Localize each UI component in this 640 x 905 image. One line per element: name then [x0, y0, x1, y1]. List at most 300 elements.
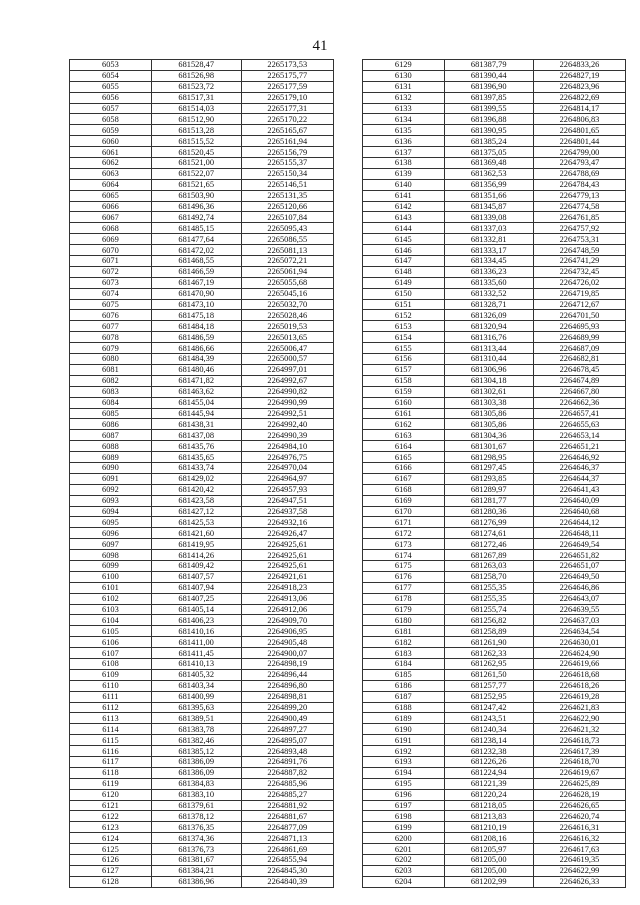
point-number-cell: 6094: [70, 506, 152, 517]
table-row: [363, 833, 626, 844]
x-coordinate-cell: 681492,74: [151, 212, 241, 223]
point-number-cell: 6159: [363, 386, 445, 397]
x-coordinate-cell: 681486,66: [151, 343, 241, 354]
table-row: [363, 179, 626, 190]
x-coordinate-cell: 681374,36: [151, 833, 241, 844]
x-coordinate-cell: 681405,14: [151, 604, 241, 615]
point-number-cell: 6054: [70, 70, 152, 81]
point-number-cell: 6063: [70, 168, 152, 179]
y-coordinate-cell: 2264840,39: [241, 876, 333, 887]
table-row: [363, 419, 626, 430]
y-coordinate-cell: 2265173,53: [241, 60, 333, 71]
point-number-cell: 6118: [70, 767, 152, 778]
point-number-cell: 6071: [70, 256, 152, 267]
table-row: [363, 288, 626, 299]
table-row: [70, 397, 334, 408]
table-row: [70, 811, 334, 822]
point-number-cell: 6138: [363, 158, 445, 169]
table-row: [363, 724, 626, 735]
point-number-cell: 6187: [363, 691, 445, 702]
point-number-cell: 6151: [363, 299, 445, 310]
x-coordinate-cell: 681407,57: [151, 571, 241, 582]
point-number-cell: 6098: [70, 550, 152, 561]
point-number-cell: 6197: [363, 800, 445, 811]
x-coordinate-cell: 681473,10: [151, 299, 241, 310]
x-coordinate-cell: 681326,09: [444, 310, 533, 321]
y-coordinate-cell: 2265156,79: [241, 147, 333, 158]
point-number-cell: 6065: [70, 190, 152, 201]
point-number-cell: 6117: [70, 757, 152, 768]
point-number-cell: 6091: [70, 473, 152, 484]
y-coordinate-cell: 2265055,68: [241, 277, 333, 288]
point-number-cell: 6126: [70, 855, 152, 866]
point-number-cell: 6195: [363, 778, 445, 789]
point-number-cell: 6167: [363, 473, 445, 484]
y-coordinate-cell: 2264618,26: [533, 680, 625, 691]
point-number-cell: 6186: [363, 680, 445, 691]
x-coordinate-cell: 681310,44: [444, 354, 533, 365]
point-number-cell: 6123: [70, 822, 152, 833]
table-row: [70, 517, 334, 528]
table-row: [70, 354, 334, 365]
point-number-cell: 6166: [363, 462, 445, 473]
x-coordinate-cell: 681526,98: [151, 70, 241, 81]
table-row: [363, 92, 626, 103]
y-coordinate-cell: 2264648,11: [533, 528, 625, 539]
table-row: [70, 223, 334, 234]
point-number-cell: 6192: [363, 746, 445, 757]
table-row: [70, 245, 334, 256]
table-row: [363, 876, 626, 887]
point-number-cell: 6093: [70, 495, 152, 506]
y-coordinate-cell: 2264719,85: [533, 288, 625, 299]
y-coordinate-cell: 2264897,27: [241, 724, 333, 735]
point-number-cell: 6115: [70, 735, 152, 746]
table-row: [363, 735, 626, 746]
x-coordinate-cell: 681257,77: [444, 680, 533, 691]
table-row: [70, 473, 334, 484]
y-coordinate-cell: 2264912,06: [241, 604, 333, 615]
y-coordinate-cell: 2264637,03: [533, 615, 625, 626]
x-coordinate-cell: 681332,52: [444, 288, 533, 299]
x-coordinate-cell: 681429,02: [151, 473, 241, 484]
y-coordinate-cell: 2264649,54: [533, 539, 625, 550]
x-coordinate-cell: 681202,99: [444, 876, 533, 887]
point-number-cell: 6203: [363, 865, 445, 876]
table-row: [363, 648, 626, 659]
point-number-cell: 6110: [70, 680, 152, 691]
table-row: [363, 332, 626, 343]
x-coordinate-cell: 681333,17: [444, 245, 533, 256]
x-coordinate-cell: 681437,08: [151, 430, 241, 441]
point-number-cell: 6142: [363, 201, 445, 212]
y-coordinate-cell: 2264887,82: [241, 767, 333, 778]
x-coordinate-cell: 681210,19: [444, 822, 533, 833]
x-coordinate-cell: 681313,44: [444, 343, 533, 354]
table-row: [70, 865, 334, 876]
x-coordinate-cell: 681328,71: [444, 299, 533, 310]
x-coordinate-cell: 681427,12: [151, 506, 241, 517]
table-row: [70, 702, 334, 713]
x-coordinate-cell: 681409,42: [151, 560, 241, 571]
y-coordinate-cell: 2265179,10: [241, 92, 333, 103]
x-coordinate-cell: 681523,72: [151, 81, 241, 92]
x-coordinate-cell: 681512,90: [151, 114, 241, 125]
table-row: [70, 550, 334, 561]
y-coordinate-cell: 2264925,61: [241, 560, 333, 571]
x-coordinate-cell: 681362,53: [444, 168, 533, 179]
point-number-cell: 6075: [70, 299, 152, 310]
point-number-cell: 6200: [363, 833, 445, 844]
table-row: [363, 441, 626, 452]
x-coordinate-cell: 681258,70: [444, 571, 533, 582]
x-coordinate-cell: 681381,67: [151, 855, 241, 866]
table-row: [70, 419, 334, 430]
table-row: [363, 408, 626, 419]
point-number-cell: 6136: [363, 136, 445, 147]
point-number-cell: 6193: [363, 757, 445, 768]
x-coordinate-cell: 681395,63: [151, 702, 241, 713]
x-coordinate-cell: 681305,86: [444, 408, 533, 419]
table-row: [363, 266, 626, 277]
y-coordinate-cell: 2264741,29: [533, 256, 625, 267]
x-coordinate-cell: 681390,44: [444, 70, 533, 81]
table-row: [363, 321, 626, 332]
y-coordinate-cell: 2264732,45: [533, 266, 625, 277]
x-coordinate-cell: 681208,16: [444, 833, 533, 844]
y-coordinate-cell: 2264925,61: [241, 539, 333, 550]
table-row: [70, 604, 334, 615]
x-coordinate-cell: 681475,18: [151, 310, 241, 321]
point-number-cell: 6172: [363, 528, 445, 539]
y-coordinate-cell: 2265175,77: [241, 70, 333, 81]
table-row: [70, 408, 334, 419]
y-coordinate-cell: 2264896,80: [241, 680, 333, 691]
point-number-cell: 6155: [363, 343, 445, 354]
x-coordinate-cell: 681337,03: [444, 223, 533, 234]
x-coordinate-cell: 681205,97: [444, 844, 533, 855]
x-coordinate-cell: 681306,96: [444, 364, 533, 375]
x-coordinate-cell: 681411,45: [151, 648, 241, 659]
y-coordinate-cell: 2264726,02: [533, 277, 625, 288]
table-row: [70, 637, 334, 648]
y-coordinate-cell: 2265045,16: [241, 288, 333, 299]
table-row: [363, 626, 626, 637]
table-row: [70, 506, 334, 517]
x-coordinate-cell: 681423,58: [151, 495, 241, 506]
y-coordinate-cell: 2264913,06: [241, 593, 333, 604]
x-coordinate-cell: 681304,36: [444, 430, 533, 441]
table-row: [70, 386, 334, 397]
table-row: [363, 582, 626, 593]
table-row: [70, 582, 334, 593]
x-coordinate-cell: 681484,18: [151, 321, 241, 332]
table-row: [70, 844, 334, 855]
point-number-cell: 6143: [363, 212, 445, 223]
point-number-cell: 6201: [363, 844, 445, 855]
x-coordinate-cell: 681274,61: [444, 528, 533, 539]
y-coordinate-cell: 2264662,36: [533, 397, 625, 408]
table-row: [70, 201, 334, 212]
x-coordinate-cell: 681403,34: [151, 680, 241, 691]
y-coordinate-cell: 2264753,31: [533, 234, 625, 245]
x-coordinate-cell: 681345,87: [444, 201, 533, 212]
x-coordinate-cell: 681369,48: [444, 158, 533, 169]
y-coordinate-cell: 2264871,13: [241, 833, 333, 844]
table-row: [363, 517, 626, 528]
point-number-cell: 6089: [70, 452, 152, 463]
y-coordinate-cell: 2265165,67: [241, 125, 333, 136]
table-row: [363, 615, 626, 626]
y-coordinate-cell: 2264712,67: [533, 299, 625, 310]
point-number-cell: 6106: [70, 637, 152, 648]
point-number-cell: 6107: [70, 648, 152, 659]
y-coordinate-cell: 2264827,19: [533, 70, 625, 81]
table-row: [70, 332, 334, 343]
x-coordinate-cell: 681455,04: [151, 397, 241, 408]
x-coordinate-cell: 681390,95: [444, 125, 533, 136]
point-number-cell: 6139: [363, 168, 445, 179]
table-row: [70, 168, 334, 179]
table-row: [363, 811, 626, 822]
x-coordinate-cell: 681280,36: [444, 506, 533, 517]
x-coordinate-cell: 681218,05: [444, 800, 533, 811]
y-coordinate-cell: 2264806,83: [533, 114, 625, 125]
x-coordinate-cell: 681351,66: [444, 190, 533, 201]
point-number-cell: 6124: [70, 833, 152, 844]
point-number-cell: 6163: [363, 430, 445, 441]
y-coordinate-cell: 2264653,14: [533, 430, 625, 441]
point-number-cell: 6080: [70, 354, 152, 365]
x-coordinate-cell: 681396,90: [444, 81, 533, 92]
table-row: [363, 822, 626, 833]
x-coordinate-cell: 681261,90: [444, 637, 533, 648]
x-coordinate-cell: 681255,35: [444, 593, 533, 604]
x-coordinate-cell: 681467,19: [151, 277, 241, 288]
y-coordinate-cell: 2265155,37: [241, 158, 333, 169]
y-coordinate-cell: 2265061,94: [241, 266, 333, 277]
y-coordinate-cell: 2264622,90: [533, 713, 625, 724]
point-number-cell: 6092: [70, 484, 152, 495]
table-row: [363, 190, 626, 201]
table-row: [363, 60, 626, 71]
table-row: [363, 800, 626, 811]
point-number-cell: 6183: [363, 648, 445, 659]
point-number-cell: 6120: [70, 789, 152, 800]
x-coordinate-cell: 681445,94: [151, 408, 241, 419]
x-coordinate-cell: 681276,99: [444, 517, 533, 528]
x-coordinate-cell: 681263,03: [444, 560, 533, 571]
x-coordinate-cell: 681410,13: [151, 658, 241, 669]
table-row: [70, 680, 334, 691]
y-coordinate-cell: 2264619,66: [533, 658, 625, 669]
x-coordinate-cell: 681304,18: [444, 375, 533, 386]
point-number-cell: 6144: [363, 223, 445, 234]
point-number-cell: 6202: [363, 855, 445, 866]
y-coordinate-cell: 2264947,51: [241, 495, 333, 506]
point-number-cell: 6081: [70, 364, 152, 375]
table-row: [70, 212, 334, 223]
point-number-cell: 6097: [70, 539, 152, 550]
x-coordinate-cell: 681382,46: [151, 735, 241, 746]
table-row: [363, 168, 626, 179]
point-number-cell: 6180: [363, 615, 445, 626]
x-coordinate-cell: 681385,12: [151, 746, 241, 757]
table-row: [70, 103, 334, 114]
x-coordinate-cell: 681486,59: [151, 332, 241, 343]
x-coordinate-cell: 681411,00: [151, 637, 241, 648]
point-number-cell: 6132: [363, 92, 445, 103]
x-coordinate-cell: 681220,24: [444, 789, 533, 800]
y-coordinate-cell: 2264779,13: [533, 190, 625, 201]
point-number-cell: 6057: [70, 103, 152, 114]
y-coordinate-cell: 2264682,81: [533, 354, 625, 365]
y-coordinate-cell: 2264634,54: [533, 626, 625, 637]
x-coordinate-cell: 681385,24: [444, 136, 533, 147]
x-coordinate-cell: 681420,42: [151, 484, 241, 495]
table-row: [363, 256, 626, 267]
point-number-cell: 6053: [70, 60, 152, 71]
x-coordinate-cell: 681496,36: [151, 201, 241, 212]
y-coordinate-cell: 2264651,82: [533, 550, 625, 561]
x-coordinate-cell: 681387,79: [444, 60, 533, 71]
point-number-cell: 6176: [363, 571, 445, 582]
table-row: [363, 375, 626, 386]
y-coordinate-cell: 2265131,35: [241, 190, 333, 201]
table-row: [70, 179, 334, 190]
y-coordinate-cell: 2264644,12: [533, 517, 625, 528]
table-row: [70, 310, 334, 321]
y-coordinate-cell: 2264628,19: [533, 789, 625, 800]
table-row: [70, 125, 334, 136]
y-coordinate-cell: 2264896,44: [241, 669, 333, 680]
table-row: [363, 691, 626, 702]
y-coordinate-cell: 2264616,32: [533, 833, 625, 844]
y-coordinate-cell: 2265095,43: [241, 223, 333, 234]
y-coordinate-cell: 2264748,59: [533, 245, 625, 256]
point-number-cell: 6128: [70, 876, 152, 887]
point-number-cell: 6112: [70, 702, 152, 713]
point-number-cell: 6177: [363, 582, 445, 593]
y-coordinate-cell: 2264855,94: [241, 855, 333, 866]
table-row: [363, 484, 626, 495]
point-number-cell: 6133: [363, 103, 445, 114]
table-row: [70, 735, 334, 746]
y-coordinate-cell: 2264992,51: [241, 408, 333, 419]
table-row: [363, 865, 626, 876]
y-coordinate-cell: 2264833,26: [533, 60, 625, 71]
y-coordinate-cell: 2264932,16: [241, 517, 333, 528]
table-row: [70, 789, 334, 800]
point-number-cell: 6079: [70, 343, 152, 354]
point-number-cell: 6111: [70, 691, 152, 702]
x-coordinate-cell: 681289,97: [444, 484, 533, 495]
y-coordinate-cell: 2265177,59: [241, 81, 333, 92]
x-coordinate-cell: 681435,76: [151, 441, 241, 452]
x-coordinate-cell: 681425,53: [151, 517, 241, 528]
y-coordinate-cell: 2264774,58: [533, 201, 625, 212]
table-row: [70, 658, 334, 669]
table-row: [363, 593, 626, 604]
y-coordinate-cell: 2264624,90: [533, 648, 625, 659]
point-number-cell: 6121: [70, 800, 152, 811]
y-coordinate-cell: 2264900,49: [241, 713, 333, 724]
y-coordinate-cell: 2264674,89: [533, 375, 625, 386]
point-number-cell: 6116: [70, 746, 152, 757]
y-coordinate-cell: 2265013,65: [241, 332, 333, 343]
point-number-cell: 6198: [363, 811, 445, 822]
table-row: [70, 299, 334, 310]
table-row: [70, 615, 334, 626]
table-row: [363, 767, 626, 778]
x-coordinate-cell: 681485,15: [151, 223, 241, 234]
table-row: [363, 70, 626, 81]
x-coordinate-cell: 681435,65: [151, 452, 241, 463]
point-number-cell: 6087: [70, 430, 152, 441]
table-row: [70, 876, 334, 887]
point-number-cell: 6088: [70, 441, 152, 452]
point-number-cell: 6173: [363, 539, 445, 550]
y-coordinate-cell: 2264921,61: [241, 571, 333, 582]
table-row: [363, 430, 626, 441]
table-row: [363, 495, 626, 506]
y-coordinate-cell: 2264649,50: [533, 571, 625, 582]
x-coordinate-cell: 681238,14: [444, 735, 533, 746]
y-coordinate-cell: 2264822,69: [533, 92, 625, 103]
point-number-cell: 6076: [70, 310, 152, 321]
x-coordinate-cell: 681302,61: [444, 386, 533, 397]
point-number-cell: 6157: [363, 364, 445, 375]
x-coordinate-cell: 681221,39: [444, 778, 533, 789]
x-coordinate-cell: 681472,02: [151, 245, 241, 256]
table-row: [70, 147, 334, 158]
table-row: [70, 430, 334, 441]
y-coordinate-cell: 2264990,82: [241, 386, 333, 397]
point-number-cell: 6204: [363, 876, 445, 887]
y-coordinate-cell: 2264990,99: [241, 397, 333, 408]
point-number-cell: 6078: [70, 332, 152, 343]
point-number-cell: 6161: [363, 408, 445, 419]
y-coordinate-cell: 2264626,65: [533, 800, 625, 811]
table-row: [70, 81, 334, 92]
x-coordinate-cell: 681470,90: [151, 288, 241, 299]
y-coordinate-cell: 2264657,41: [533, 408, 625, 419]
point-number-cell: 6073: [70, 277, 152, 288]
y-coordinate-cell: 2264639,55: [533, 604, 625, 615]
y-coordinate-cell: 2265072,21: [241, 256, 333, 267]
y-coordinate-cell: 2265177,31: [241, 103, 333, 114]
x-coordinate-cell: 681520,45: [151, 147, 241, 158]
x-coordinate-cell: 681320,94: [444, 321, 533, 332]
table-row: [363, 136, 626, 147]
y-coordinate-cell: 2264630,01: [533, 637, 625, 648]
y-coordinate-cell: 2264937,58: [241, 506, 333, 517]
point-number-cell: 6082: [70, 375, 152, 386]
x-coordinate-cell: 681438,31: [151, 419, 241, 430]
table-row: [363, 746, 626, 757]
y-coordinate-cell: 2264646,92: [533, 452, 625, 463]
point-number-cell: 6059: [70, 125, 152, 136]
x-coordinate-cell: 681224,94: [444, 767, 533, 778]
point-number-cell: 6190: [363, 724, 445, 735]
x-coordinate-cell: 681383,78: [151, 724, 241, 735]
x-coordinate-cell: 681262,95: [444, 658, 533, 669]
point-number-cell: 6153: [363, 321, 445, 332]
y-coordinate-cell: 2264925,61: [241, 550, 333, 561]
point-number-cell: 6069: [70, 234, 152, 245]
point-number-cell: 6149: [363, 277, 445, 288]
point-number-cell: 6134: [363, 114, 445, 125]
